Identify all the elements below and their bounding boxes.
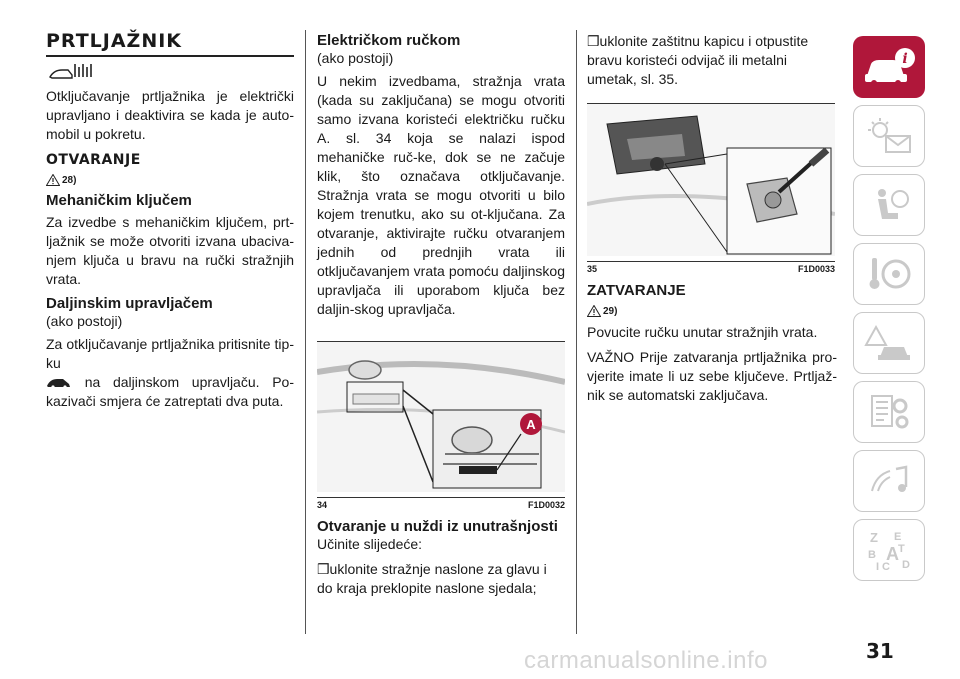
tab-warning-car[interactable] [853,312,925,374]
remote-text-b: na daljinskom upravljaču. Po-kazivači smjera će zatreptati dva puta. [46,374,294,409]
tab-car-info[interactable] [853,36,925,98]
column-2 [317,30,565,604]
column-divider-1 [305,30,306,634]
car-info-icon [861,46,917,88]
remote-heading: Daljinskim upravljačem [46,295,213,312]
figure-34-bottom-rule [317,497,565,498]
closing-text-2: VAŽNO Prije zatvaranja prtljažnika pro-vjerite imate li uz sebe ključeve. Prtljaž-nik se automatski zaključava. [587,349,837,403]
tab-seat-airbag[interactable] [853,174,925,236]
warning-ref-28 [46,174,294,186]
figure-35-bottom-rule [587,261,835,262]
figure-35-number: 35 [587,264,598,274]
emergency-bullet-2: ❒uklonite zaštitnu kapicu i otpustite bravu koristeći odvijač ili metalni umetak, sl. 35. [587,33,809,87]
remote-text-a: Za otključavanje prtljažnika pritisnite tip-ku [46,336,294,371]
electric-handle-sub: (ako postoji) [317,50,394,66]
figure-34-number: 34 [317,500,328,510]
remote-text [46,335,294,411]
tailgate-handle-illustration [317,342,565,492]
mech-key-heading: Mehaničkim ključem [46,192,192,209]
electric-handle-heading: Električkom ručkom [317,32,461,49]
intro-text: Otključavanje prtljažnika je električki upravljano i deaktivira se kada je auto-mobil u pokretu. [46,88,294,142]
column-1 [46,30,294,417]
maintenance-icon [864,392,914,432]
warning-ref-label: 28) [62,175,77,186]
column-divider-2 [576,30,577,634]
remote-sub: (ako postoji) [46,313,123,329]
svg-text:A: A [886,544,899,564]
svg-text:i: i [902,51,908,67]
index-icon [864,528,914,572]
steering-key-icon [864,254,914,294]
closing-heading: ZATVARANJE [587,282,686,299]
watermark: carmanualsonline.info [524,647,768,674]
warning-ref-label: 29) [603,306,618,317]
figure-35-code: F1D0033 [797,264,835,274]
figure-35 [587,103,835,274]
multimedia-icon [864,461,914,501]
figure-35-caption [587,264,835,274]
svg-text:T: T [898,543,905,555]
trunk-button-icon [46,375,72,389]
tab-maintenance[interactable] [853,381,925,443]
dashboard-lights-icon [864,116,914,156]
svg-text:C: C [882,561,890,572]
warning-triangle-icon [46,174,60,186]
svg-text:E: E [894,531,902,543]
figure-34 [317,341,565,510]
emergency-bullet-1: ❒uklonite stražnje naslone za glavu i do kraja preklopite naslone sjedala; [317,561,547,596]
svg-text:I: I [876,561,880,572]
page-number: 31 [866,639,894,663]
title-rule [46,55,294,57]
tab-index[interactable] [853,519,925,581]
svg-text:Z: Z [870,530,878,545]
section-heading-opening: OTVARANJE [46,152,141,168]
column-3 [587,30,837,411]
seat-airbag-icon [864,185,914,225]
electric-tailgate-icon [48,61,94,81]
page-title: PRTLJAŽNIK [46,30,183,52]
mech-key-text: Za izvedbe s mehaničkim ključem, prt-ljažnik se može otvoriti izvana ubaciva-njem ključa u bravu na ručki stražnjih vrata. [46,214,294,287]
warning-triangle-icon [587,305,601,317]
emergency-release-illustration [587,104,835,256]
figure-34-label-a: A [526,417,536,432]
closing-text-1: Povucite ručku unutar stražnjih vrata. [587,324,818,340]
chapter-tabs [853,36,927,588]
electric-tailgate-row [48,61,294,81]
tab-multimedia[interactable] [853,450,925,512]
svg-text:B: B [868,549,876,561]
emergency-sub: Učinite slijedeće: [317,536,423,552]
electric-handle-text: U nekim izvedbama, stražnja vrata (kada su zaključana) se mogu otvoriti samo izvana koristeći električku ručku A. sl. 34 koja se nalazi ispod mehaničke ruč-ke, dok se ne začuje klik, što označava otključavanje. Stražnja vrata se mogu otvoriti u bilo kojem trenutku, ako su ot-ključana. Za otvaranje, aktivirajte ručku otvaranjem jednih od prednjih vrata ili otključavanjem vrata pomoću daljinskog upravljača ili uporabom ključa bez daljin-skog upravljača. [317,73,565,317]
emergency-opening-heading: Otvaranje u nuždi iz unutrašnjosti [317,518,558,535]
tab-steering-key[interactable] [853,243,925,305]
figure-34-code: F1D0032 [527,500,565,510]
warning-ref-29 [587,305,837,317]
svg-text:D: D [902,559,910,571]
figure-34-caption [317,500,565,510]
warning-car-icon [864,323,914,363]
tab-dashboard-lights[interactable] [853,105,925,167]
